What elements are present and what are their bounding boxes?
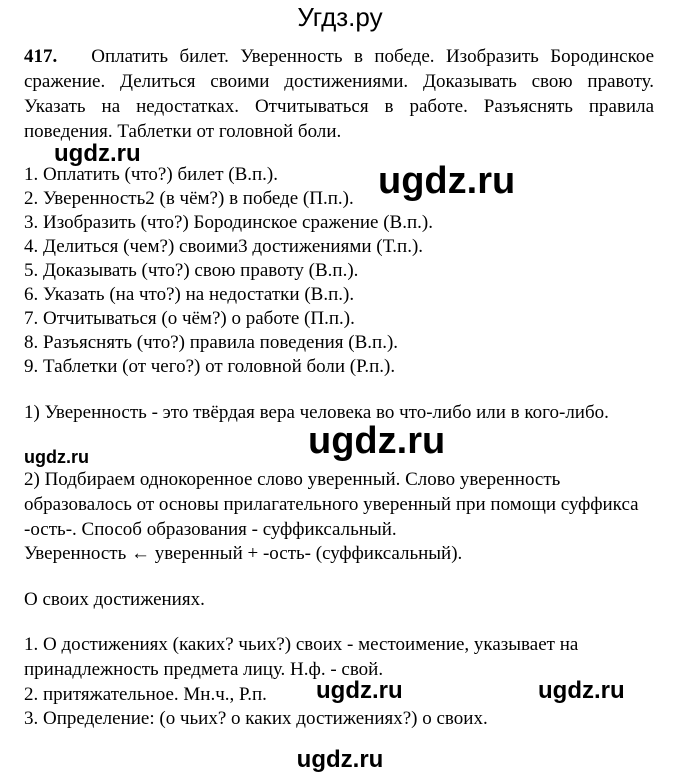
list-item: 8. Разъяснять (что?) правила поведения (В.п.). [24, 332, 399, 353]
watermark: ugdz.ru [296, 746, 384, 773]
watermark: ugdz.ru [378, 160, 516, 202]
list-item: 5. Доказывать (что?) свою правоту (В.п.). [24, 260, 359, 281]
morph-paragraph: 2. притяжательное. Мн.ч., Р.п. [24, 684, 267, 705]
list-item: 4. Делиться (чем?) своими3 достижениями (Т.п.). [24, 236, 424, 257]
list-item: 7. Отчитываться (о чём?) о работе (П.п.). [24, 308, 355, 329]
word-formation-scheme: Уверенность ← уверенный + -ость- (суффиксальный). [24, 543, 463, 564]
watermark: ugdz.ru [316, 677, 403, 704]
morph-heading: О своих достижениях. [24, 589, 205, 610]
morph-paragraph: 3. Определение: (о чьих? о каких достижениях?) о своих. [24, 708, 488, 729]
site-title: Угдз.ру [297, 2, 383, 32]
watermark: ugdz.ru [308, 420, 446, 462]
task-number: 417. [24, 46, 58, 67]
word-formation-paragraph: 2) Подбираем однокоренное слово уверенный. Слово уверенность образовалось от основы прилагательного уверенный при помощи суффикса -ость-. Способ образования - суффиксальный. [24, 469, 639, 540]
list-item: 2. Уверенность2 (в чём?) в победе (П.п.). [24, 188, 354, 209]
task-text: Оплатить билет. Уверенность в победе. Изобразить Бородинское сражение. Делиться своими достижениями. Доказывать свою правоту. Указать на недостатках. Отчитываться в работе. Разъяснять правила поведения. Таблетки от головной боли. [24, 46, 654, 142]
list-item: 9. Таблетки (от чего?) от головной боли (Р.п.). [24, 356, 396, 377]
task-statement [24, 44, 654, 144]
list-item: 6. Указать (на что?) на недостатки (В.п.). [24, 284, 355, 305]
morph-paragraph: 1. О достижениях (каких? чьих?) своих - местоимение, указывает на принадлежность предмета лицу. Н.ф. - свой. [24, 634, 579, 680]
definition-paragraph: 1) Уверенность - это твёрдая вера человека во что-либо или в кого-либо. [24, 402, 609, 423]
list-item: 3. Изобразить (что?) Бородинское сражение (В.п.). [24, 212, 433, 233]
watermark: ugdz.ru [54, 140, 141, 167]
list-item: 1. Оплатить (что?) билет (В.п.). [24, 164, 278, 185]
watermark: ugdz.ru [24, 447, 89, 467]
watermark: ugdz.ru [538, 677, 625, 704]
